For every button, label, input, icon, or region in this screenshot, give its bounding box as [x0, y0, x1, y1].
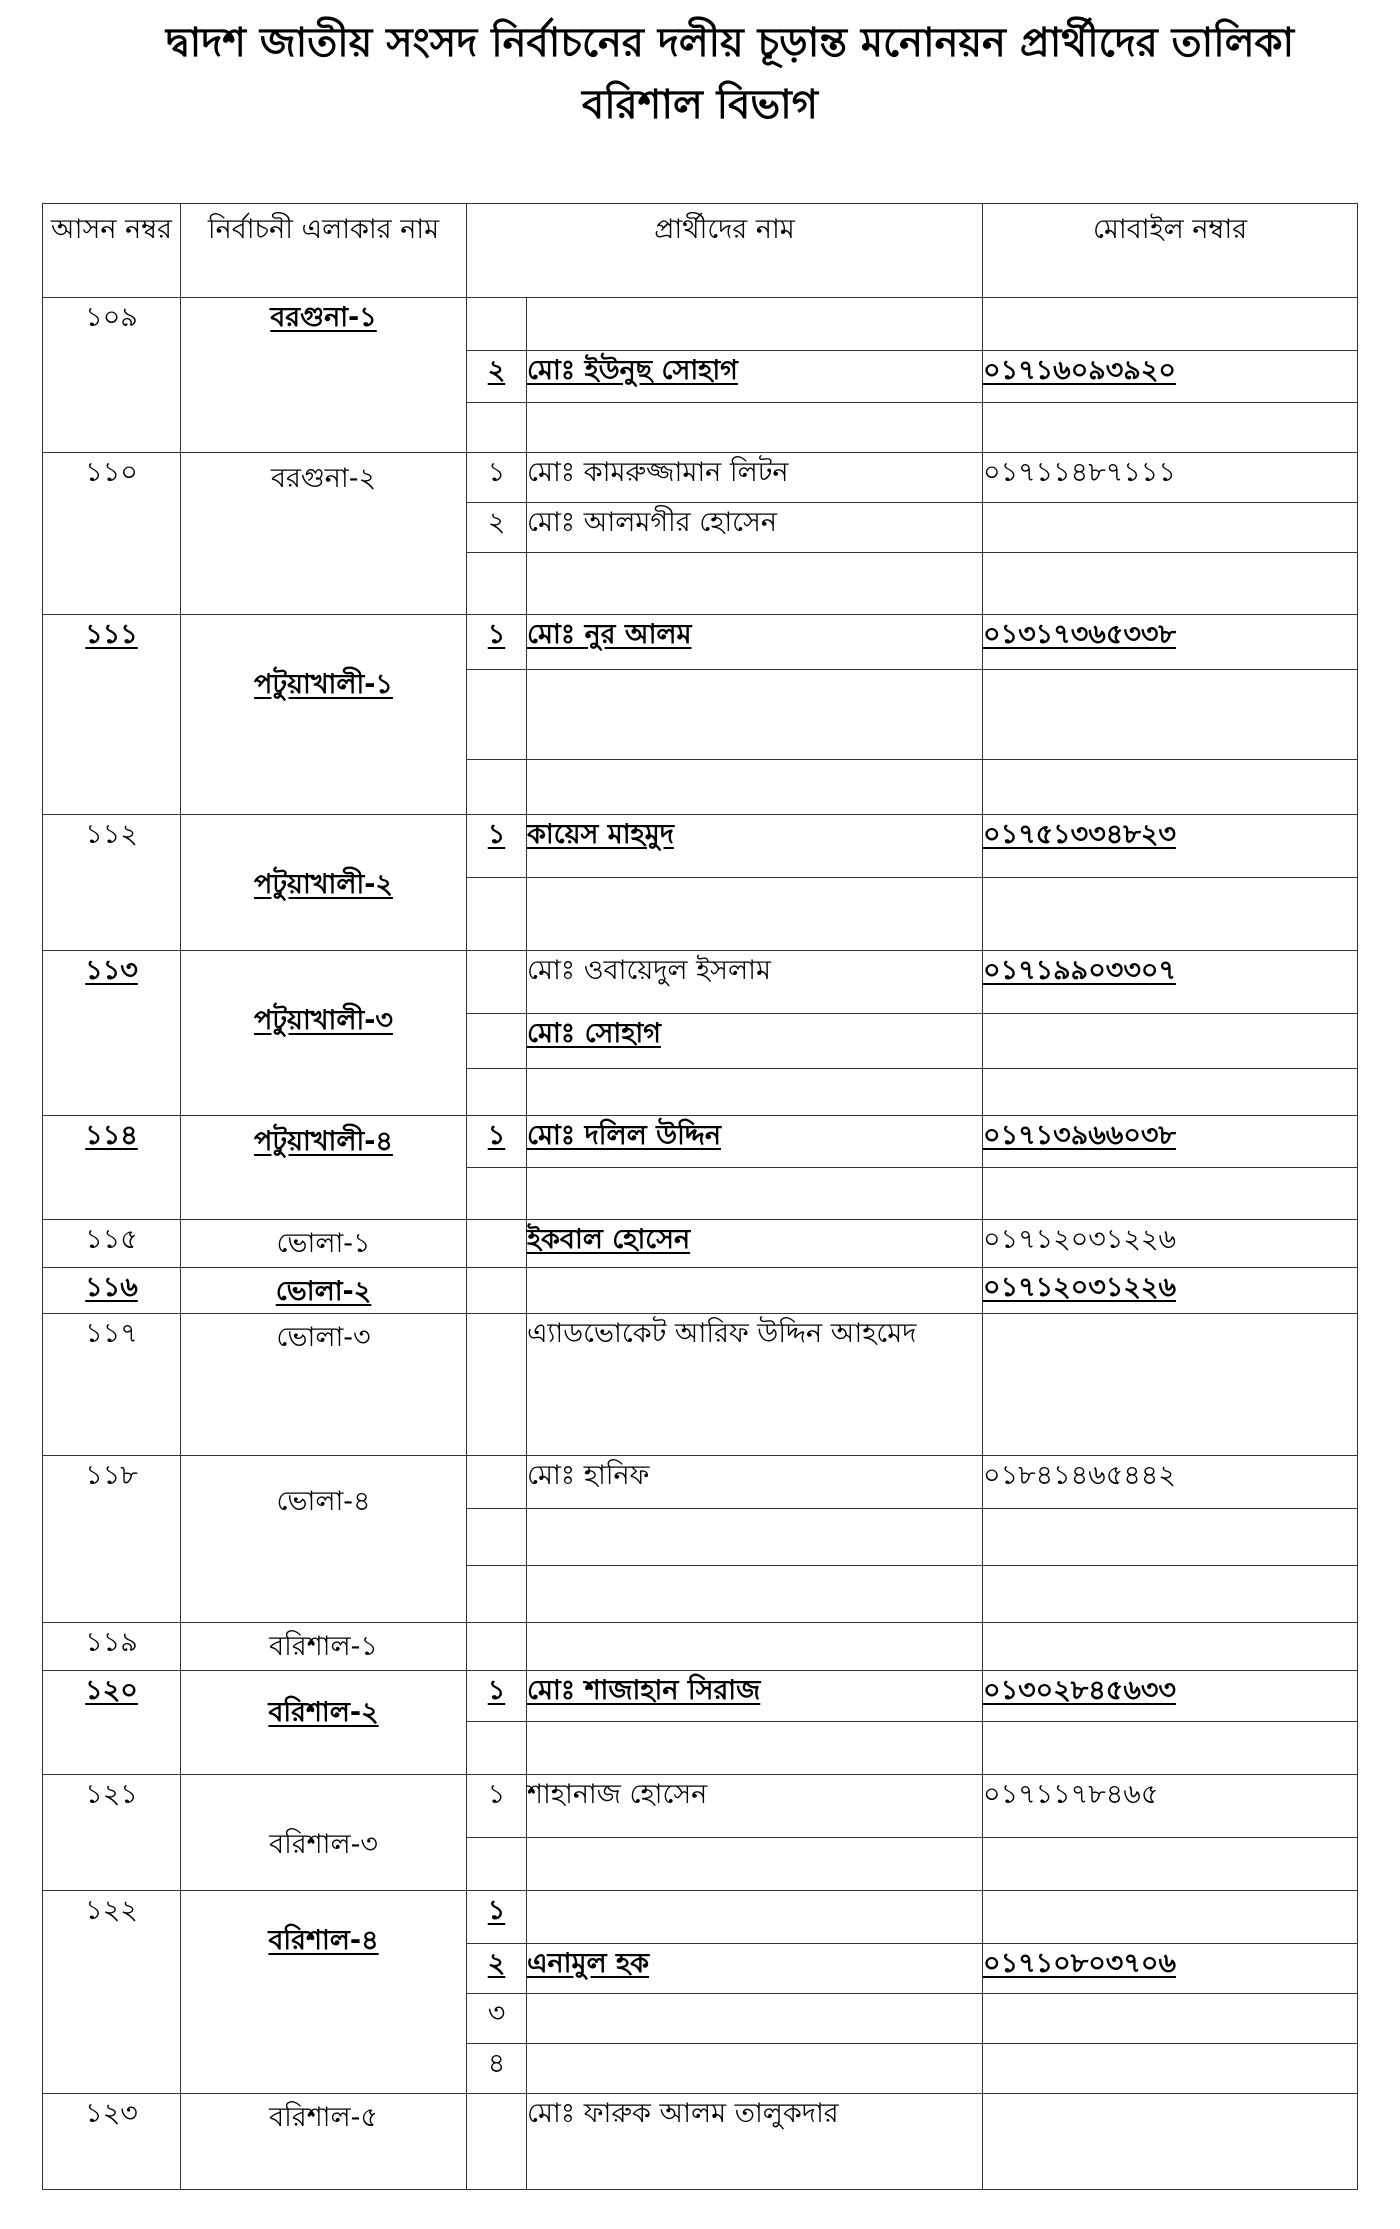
candidate-name: কায়েস মাহমুদ	[527, 819, 674, 850]
serial-number: ৩	[467, 1994, 527, 2044]
seat-number: ১১৮	[43, 1456, 181, 1623]
candidate-name: ইকবাল হোসেন	[527, 1224, 691, 1255]
constituency-name: বরগুনা-২	[181, 453, 467, 615]
mobile-number: ০১৭৫১৩৩৪৮২৩	[983, 819, 1176, 850]
division-title: বরিশাল বিভাগ	[581, 82, 819, 128]
table-row	[43, 1671, 1358, 1722]
table-row	[43, 815, 1358, 878]
mobile-number: ০১৭১২০৩১২২৬	[983, 1220, 1358, 1268]
mobile-number: ০১৭১৩৯৬৬০৩৮	[983, 1120, 1176, 1151]
mobile-number: ০১৩০২৮৪৫৬৩৩	[983, 1675, 1176, 1706]
seat-number: ১২১	[43, 1775, 181, 1891]
mobile-number: ০১৩১৭৩৬৫৩৩৮	[983, 619, 1176, 650]
table-row	[43, 1456, 1358, 1509]
header-mobile: মোবাইল নম্বার	[983, 204, 1358, 298]
table-row	[43, 1116, 1358, 1168]
candidate-name: মোঃ দলিল উদ্দিন	[527, 1120, 721, 1151]
mobile-number: ০১৭১১৭৮৪৬৫	[983, 1775, 1358, 1838]
constituency-name: ভোলা-২	[275, 1276, 372, 1307]
header-area: নির্বাচনী এলাকার নাম	[181, 204, 467, 298]
mobile-number: ০১৭১০৮০৩৭০৬	[983, 1948, 1177, 1979]
seat-number: ১০৯	[43, 298, 181, 453]
serial-number: ৪	[467, 2044, 527, 2094]
table-row	[43, 1775, 1358, 1838]
candidate-name: এ্যাডভোকেট আরিফ উদ্দিন আহমেদ	[527, 1314, 983, 1456]
candidate-name: মোঃ ফারুক আলম তালুকদার	[527, 2094, 983, 2190]
table-row	[43, 1623, 1358, 1671]
mobile-number: ০১৮৪১৪৬৫৪৪২	[983, 1456, 1358, 1509]
serial-number: ১	[487, 819, 506, 850]
table-row	[43, 1268, 1358, 1314]
serial-number: ১	[467, 1775, 527, 1838]
constituency-name: ভোলা-৩	[181, 1314, 467, 1456]
constituency-name: পটুয়াখালী-১	[254, 669, 393, 700]
constituency-name: বরিশাল-১	[181, 1623, 467, 1671]
serial-number: ১	[487, 1120, 506, 1151]
candidate-table	[42, 203, 1358, 2190]
candidate-name: মোঃ নুর আলম	[527, 619, 692, 650]
constituency-name: ভোলা-৪	[181, 1456, 467, 1623]
constituency-name: বরগুনা-১	[270, 302, 377, 333]
constituency-name: বরিশাল-৫	[181, 2094, 467, 2190]
constituency-name: ভোলা-১	[181, 1220, 467, 1268]
table-row	[43, 1891, 1358, 1944]
constituency-name: বরিশাল-৪	[268, 1925, 379, 1956]
constituency-name: পটুয়াখালী-৩	[254, 1005, 393, 1036]
seat-number: ১১৭	[43, 1314, 181, 1456]
seat-number: ১২০	[85, 1675, 138, 1706]
table-row	[43, 298, 1358, 351]
seat-number: ১১০	[43, 453, 181, 615]
serial-number: ১	[467, 453, 527, 503]
constituency-name: পটুয়াখালী-২	[254, 869, 393, 900]
candidate-name: মোঃ আলমগীর হোসেন	[527, 503, 983, 553]
seat-number: ১১৯	[43, 1623, 181, 1671]
constituency-name: পটুয়াখালী-৪	[254, 1126, 393, 1157]
mobile-number: ০১৭১৯৯০৩৩০৭	[983, 955, 1176, 986]
table-row	[43, 1220, 1358, 1268]
serial-number: ১	[487, 1675, 506, 1706]
serial-number: ২	[487, 1948, 506, 1979]
header-candidates: প্রার্থীদের নাম	[467, 204, 983, 298]
seat-number: ১২২	[43, 1891, 181, 2094]
serial-number: ১	[487, 619, 506, 650]
table-row	[43, 615, 1358, 670]
serial-number: ২	[487, 355, 506, 386]
constituency-name: বরিশাল-২	[268, 1697, 379, 1728]
seat-number: ১১৪	[85, 1120, 138, 1151]
constituency-name: বরিশাল-৩	[181, 1775, 467, 1891]
seat-number: ১১১	[85, 619, 138, 650]
serial-number: ১	[487, 1895, 506, 1926]
candidate-name: মোঃ শাজাহান সিরাজ	[527, 1675, 761, 1706]
header-seat: আসন নম্বর	[43, 204, 181, 298]
serial-number: ২	[467, 503, 527, 553]
candidate-name: মোঃ সোহাগ	[527, 1018, 661, 1049]
candidate-name: শাহানাজ হোসেন	[527, 1775, 983, 1838]
document-title: দ্বাদশ জাতীয় সংসদ নির্বাচনের দলীয় চূড়ান্ত মনোনয়ন প্রার্থীদের তালিকা	[165, 20, 1295, 66]
table-row	[43, 951, 1358, 1014]
table-row	[43, 1314, 1358, 1456]
candidate-name: মোঃ কামরুজ্জামান লিটন	[527, 453, 983, 503]
seat-number: ১১৫	[43, 1220, 181, 1268]
mobile-number: ০১৭১৬০৯৩৯২০	[983, 355, 1176, 386]
seat-number: ১১৩	[85, 955, 138, 986]
table-row	[43, 2094, 1358, 2190]
candidate-name: মোঃ ওবায়েদুল ইসলাম	[527, 951, 983, 1014]
mobile-number: ০১৭১২০৩১২২৬	[983, 1272, 1177, 1303]
table-row	[43, 453, 1358, 503]
candidate-name: মোঃ হানিফ	[527, 1456, 983, 1509]
mobile-number: ০১৭১১৪৮৭১১১	[983, 453, 1358, 503]
seat-number: ১১৬	[85, 1272, 138, 1303]
header-row	[43, 204, 1358, 298]
seat-number: ১২৩	[43, 2094, 181, 2190]
candidate-name: মোঃ ইউনুছ সোহাগ	[527, 355, 738, 386]
candidate-name: এনামুল হক	[527, 1948, 650, 1979]
seat-number: ১১২	[43, 815, 181, 951]
